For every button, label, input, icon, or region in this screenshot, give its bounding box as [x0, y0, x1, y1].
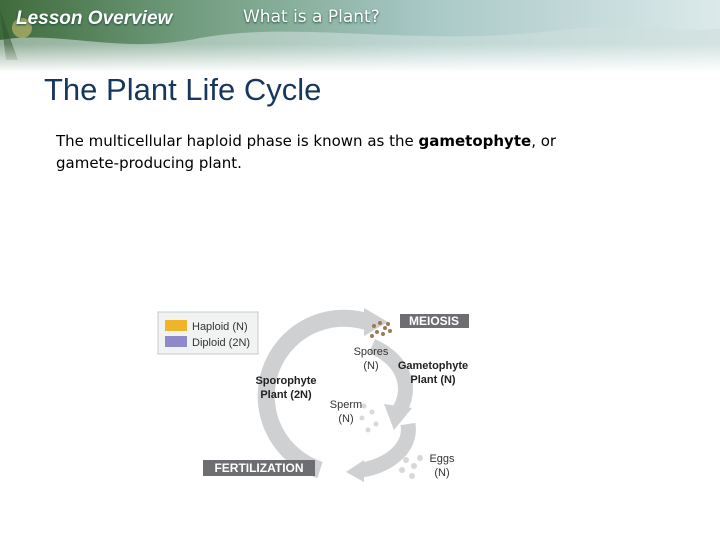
gametophyte-label: Gametophyte — [397, 360, 469, 372]
legend-swatch-haploid — [165, 320, 187, 331]
spores-ploidy: (N) — [363, 360, 379, 372]
header-banner — [0, 0, 720, 72]
lesson-subtitle: What is a Plant? — [243, 7, 380, 27]
eggs-label: Eggs — [429, 453, 455, 465]
sporophyte-label: Sporophyte — [255, 375, 317, 387]
legend — [158, 312, 258, 354]
slide-title: The Plant Life Cycle — [44, 72, 322, 107]
meiosis-label: MEIOSIS — [408, 314, 460, 328]
term-gametophyte: gametophyte — [418, 132, 532, 150]
sperm-ploidy: (N) — [338, 413, 354, 425]
plant-life-cycle-diagram — [150, 300, 480, 490]
spores-label: Spores — [353, 346, 389, 358]
body-prefix: The multicellular haploid phase is known as the — [56, 132, 419, 150]
lesson-overview-label: Lesson Overview — [16, 8, 173, 29]
fertilization-label: FERTILIZATION — [214, 461, 304, 475]
legend-label-haploid: Haploid (N) — [192, 321, 248, 333]
sperm-label: Sperm — [329, 399, 363, 411]
gametophyte-ploidy: Plant (N) — [410, 374, 456, 386]
body-suffix: , or gamete-producing plant. — [56, 132, 557, 172]
sperm-dots — [360, 404, 379, 433]
legend-swatch-diploid — [165, 336, 187, 347]
body-paragraph — [56, 130, 616, 174]
eggs-ploidy: (N) — [434, 467, 450, 479]
fertilization-arrowhead — [346, 460, 364, 482]
legend-label-diploid: Diploid (2N) — [192, 337, 251, 349]
sporophyte-ploidy: Plant (2N) — [260, 389, 312, 401]
